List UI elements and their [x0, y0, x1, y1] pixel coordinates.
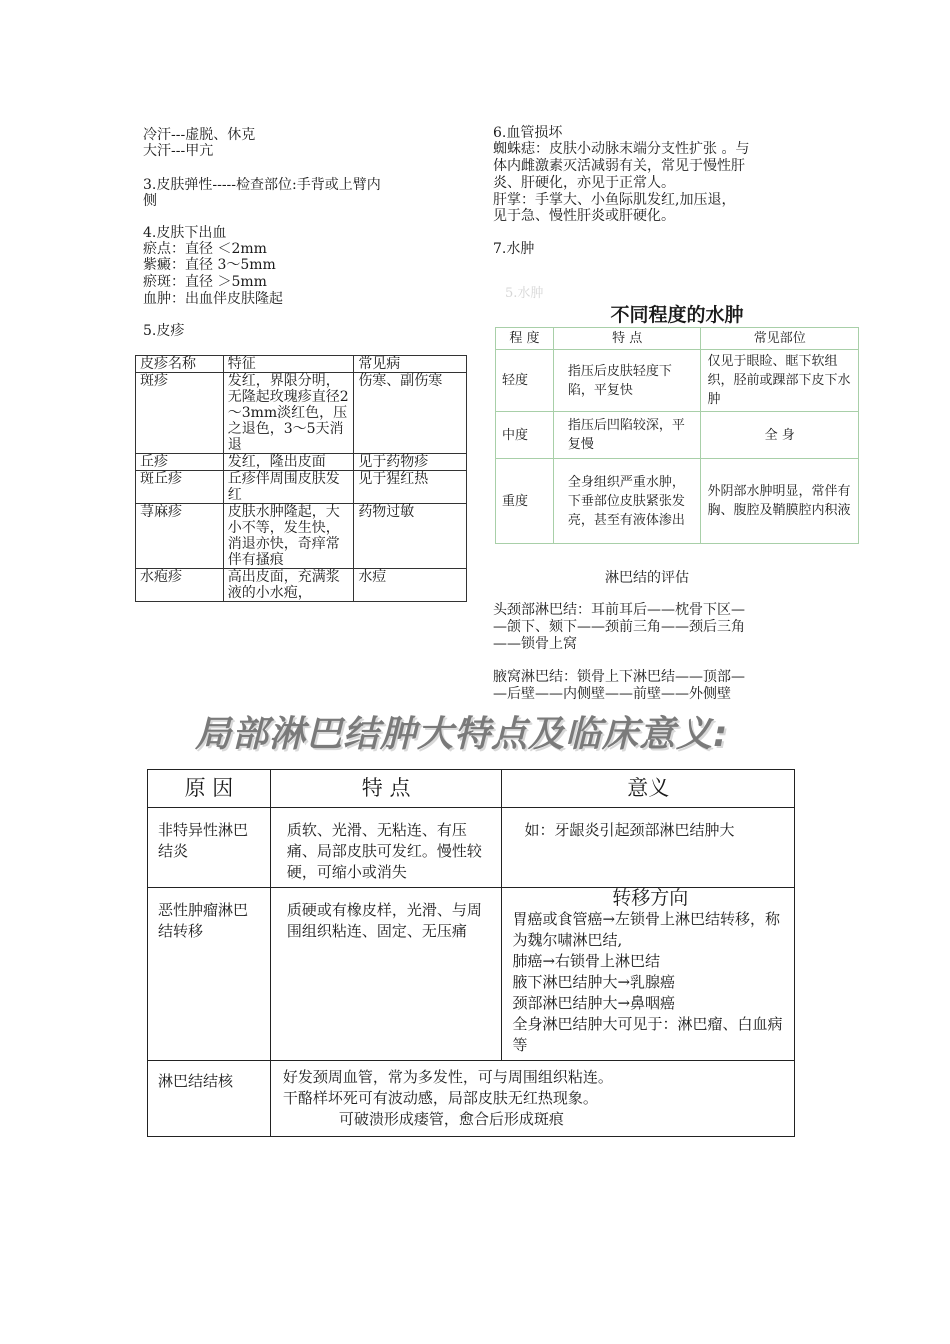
- rash-cell: 荨麻疹: [136, 504, 224, 569]
- rash-cell: 高出皮面，充满浆液的小水疱，: [223, 569, 354, 602]
- lymph-header: 意义: [502, 770, 795, 808]
- metastasis-line: 颈部淋巴结肿大→鼻咽癌: [512, 994, 676, 1012]
- table-row: [496, 350, 859, 412]
- table-row: [148, 1061, 795, 1137]
- rash-cell: 斑疹: [136, 373, 224, 454]
- rash-cell: 药物过敏: [354, 504, 467, 569]
- lymph-header: 特 点: [270, 770, 502, 808]
- edema-cell: 全 身: [701, 412, 859, 459]
- vascular-line: 见于急、慢性肝炎或肝硬化。: [493, 208, 675, 224]
- table-row: [136, 373, 467, 454]
- rash-cell: 斑丘疹: [136, 471, 224, 504]
- lymph-cause: 非特异性淋巴结炎: [148, 808, 271, 888]
- head-neck-line: ——锁骨上窝: [493, 636, 577, 652]
- edema-cell: 仅见于眼睑、眶下软组织，胫前或踝部下皮下水肿: [701, 350, 859, 412]
- table-row: [136, 454, 467, 471]
- elasticity-line-1: 3.皮肤弹性-----检查部位:手背或上臂内: [143, 177, 381, 193]
- edema-table-title: 不同程度的水肿: [610, 304, 744, 326]
- sweat-line-2: 大汗---甲亢: [143, 143, 214, 159]
- rash-cell: 见于猩红热: [354, 471, 467, 504]
- lymph-meaning: 如：牙龈炎引起颈部淋巴结肿大: [502, 808, 795, 888]
- edema-cell: 指压后凹陷较深，平复慢: [553, 412, 701, 459]
- edema-header: 程 度: [496, 328, 554, 350]
- table-row: [136, 471, 467, 504]
- edema-cell: 指压后皮肤轻度下陷，平复快: [553, 350, 701, 412]
- axilla-line: —后壁——内侧壁——前壁——外侧壁: [493, 686, 731, 702]
- lymph-section-title: 局部淋巴结肿大特点及临床意义:: [195, 714, 729, 755]
- lymph-cause: 恶性肿瘤淋巴结转移: [148, 888, 271, 1061]
- metastasis-title: 转移方向: [612, 887, 689, 909]
- table-row: [148, 770, 795, 808]
- bleeding-item: 紫癜：直径 3～5mm: [143, 257, 276, 273]
- lymph-feature: 质软、光滑、无粘连、有压痛、局部皮肤可发红。慢性较硬，可缩小或消失: [270, 808, 502, 888]
- edema-cell: 中度: [496, 412, 554, 459]
- rash-cell: 丘疹: [136, 454, 224, 471]
- table-row: [148, 808, 795, 888]
- rash-cell: 发红，界限分明，无隆起玫瑰疹直径2～3mm淡红色，压之退色，3～5天消退: [223, 373, 354, 454]
- tuberculosis-line: 干酪样坏死可有波动感，局部皮肤无红热现象。: [282, 1089, 598, 1107]
- table-row: [496, 459, 859, 544]
- lymph-feature: 质硬或有橡皮样，光滑、与周围组织粘连、固定、无压痛: [270, 888, 502, 1061]
- edema-cell: 重度: [496, 459, 554, 544]
- vascular-line: 肝掌：手掌大、小鱼际肌发红,加压退，: [493, 192, 736, 208]
- table-row: [136, 356, 467, 373]
- metastasis-line: 腋下淋巴结肿大→乳腺癌: [512, 973, 676, 991]
- head-neck-line: —颌下、颏下——颈前三角——颈后三角: [493, 619, 745, 635]
- rash-cell: 发红，隆出皮面: [223, 454, 354, 471]
- edema-cell: 外阴部水肿明显，常伴有胸、腹腔及鞘膜腔内积液: [701, 459, 859, 544]
- rash-table: [135, 355, 467, 602]
- rash-cell: 水疱疹: [136, 569, 224, 602]
- rash-header: 特征: [223, 356, 354, 373]
- table-row: [148, 888, 795, 1061]
- tuberculosis-cell: [270, 1061, 794, 1137]
- rash-cell: 见于药物疹: [354, 454, 467, 471]
- rash-cell: 皮肤水肿隆起，大小不等，发生快，消退亦快，奇痒常伴有搔痕: [223, 504, 354, 569]
- rash-cell: 丘疹伴周围皮肤发红: [223, 471, 354, 504]
- lymph-eval-title: 淋巴结的评估: [605, 570, 689, 586]
- rash-header: 皮疹名称: [136, 356, 224, 373]
- tuberculosis-line: 好发颈周血管，常为多发性，可与周围组织粘连。: [282, 1068, 613, 1086]
- edema-header: 特 点: [553, 328, 701, 350]
- table-row: [136, 504, 467, 569]
- rash-header: 常见病: [354, 356, 467, 373]
- head-neck-line: 头颈部淋巴结：耳前耳后——枕骨下区—: [493, 602, 745, 618]
- vascular-line: 炎、肝硬化，亦见于正常人。: [493, 175, 675, 191]
- bleeding-heading: 4.皮肤下出血: [143, 225, 227, 241]
- lymph-header: 原 因: [148, 770, 271, 808]
- rash-heading: 5.皮疹: [143, 323, 185, 339]
- bleeding-item: 瘀点：直径 ＜2mm: [143, 241, 267, 257]
- lymph-meaning: [502, 888, 795, 1061]
- sweat-line-1: 冷汗---虚脱、休克: [143, 127, 256, 143]
- bleeding-item: 血肿：出血伴皮肤隆起: [143, 291, 283, 307]
- vascular-line: 体内雌激素灭活减弱有关，常见于慢性肝: [493, 158, 745, 174]
- table-row: [496, 328, 859, 350]
- metastasis-line: 胃癌或食管癌→左锁骨上淋巴结转移，称为魏尔啸淋巴结,: [512, 910, 781, 949]
- table-row: [136, 569, 467, 602]
- tuberculosis-line: 可破溃形成瘘管，愈合后形成斑痕: [338, 1110, 564, 1128]
- edema-heading: 7.水肿: [493, 241, 535, 257]
- bleeding-item: 瘀斑：直径 ＞5mm: [143, 274, 267, 290]
- axilla-line: 腋窝淋巴结：锁骨上下淋巴结——顶部—: [493, 669, 745, 685]
- edema-header: 常见部位: [701, 328, 859, 350]
- vascular-heading: 6.血管损坏: [493, 125, 563, 141]
- edema-table: [495, 327, 859, 544]
- lymph-table: [147, 769, 795, 1137]
- edema-cell: 全身组织严重水肿，下垂部位皮肤紧张发亮，甚至有液体渗出: [553, 459, 701, 544]
- rash-cell: 水痘: [354, 569, 467, 602]
- table-row: [496, 412, 859, 459]
- metastasis-line: 肺癌→右锁骨上淋巴结: [512, 952, 661, 970]
- metastasis-line: 全身淋巴结肿大可见于：淋巴瘤、白血病等: [512, 1015, 783, 1054]
- vascular-line: 蜘蛛痣：皮肤小动脉末端分支性扩张 。与: [493, 141, 750, 157]
- lymph-cause: 淋巴结结核: [148, 1061, 271, 1137]
- faded-edema-label: 5.水肿: [505, 286, 544, 301]
- rash-cell: 伤寒、副伤寒: [354, 373, 467, 454]
- elasticity-line-2: 侧: [143, 193, 157, 209]
- edema-cell: 轻度: [496, 350, 554, 412]
